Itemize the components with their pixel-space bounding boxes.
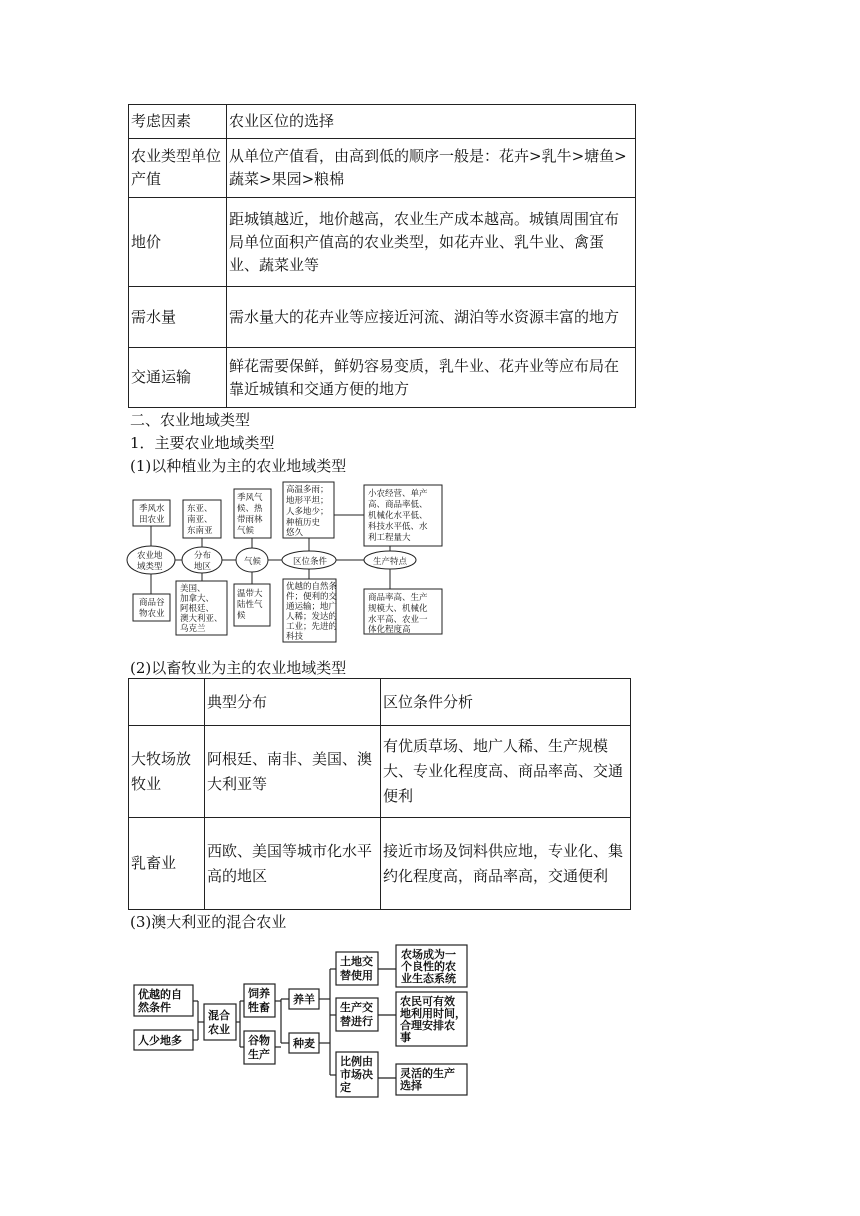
section-heading: 二、农业地域类型 bbox=[130, 411, 251, 429]
americas-box: 美国、加拿大、阿根廷、澳大利亚、乌克兰 bbox=[180, 584, 223, 634]
livestock-table bbox=[128, 678, 631, 910]
monsoon-climate-box: 季风气候、热带雨林气候 bbox=[237, 493, 263, 536]
oval-type: 农业地域类型 bbox=[137, 551, 163, 572]
oval-climate: 气候 bbox=[244, 557, 262, 567]
oval-region: 分布地区 bbox=[194, 551, 212, 572]
sub-heading: 1．主要农业地域类型 bbox=[130, 434, 275, 452]
rice-features-box: 小农经营、单产高、商品率低、机械化水平低、科技水平低、水利工程量大 bbox=[368, 489, 428, 543]
header-dist: 典型分布 bbox=[205, 679, 381, 726]
oval-features: 生产特点 bbox=[373, 557, 408, 567]
rotation-box: 土地交替使用 bbox=[340, 955, 373, 982]
mixed-farming-box: 混合农业 bbox=[208, 1009, 230, 1036]
row-factor: 农业类型单位产值 bbox=[129, 139, 227, 198]
row-desc: 从单位产值看，由高到低的顺序一般是：花卉>乳牛>塘鱼>蔬菜>果园>粮棉 bbox=[227, 139, 636, 198]
livestock-box: 饲养牲畜 bbox=[248, 987, 270, 1014]
grain-conditions-box: 优越的自然条件；便利的交通运输；地广人稀；发达的工业；先进的科技 bbox=[286, 582, 338, 642]
natural-conditions-box: 优越的自然条件 bbox=[138, 988, 182, 1014]
table-row bbox=[129, 818, 631, 910]
header-blank bbox=[129, 679, 205, 726]
row-factor: 需水量 bbox=[129, 287, 227, 348]
header-factor: 考虑因素 bbox=[129, 105, 227, 139]
row-desc: 需水量大的花卉业等应接近河流、湖泊等水资源丰富的地方 bbox=[227, 287, 636, 348]
flexible-box: 灵活的生产选择 bbox=[400, 1067, 455, 1092]
market-box: 比例由市场决定 bbox=[340, 1055, 373, 1094]
part-heading: (3)澳大利亚的混合农业 bbox=[130, 913, 287, 931]
commercial-grain-box: 商品谷物农业 bbox=[139, 598, 165, 619]
part-heading: (1)以种植业为主的农业地域类型 bbox=[130, 457, 347, 475]
table-row bbox=[129, 198, 636, 287]
oval-location: 区位条件 bbox=[293, 557, 328, 567]
grain-box: 谷物生产 bbox=[248, 1034, 270, 1061]
row-factor: 交通运输 bbox=[129, 348, 227, 408]
sparse-people-box: 人少地多 bbox=[138, 1034, 182, 1047]
time-use-box: 农民可有效地利用时间，合理安排农事 bbox=[400, 995, 466, 1044]
asia-box: 东亚、南亚、东南亚 bbox=[187, 504, 213, 536]
header-analysis: 区位条件分析 bbox=[381, 679, 631, 726]
table-row bbox=[129, 726, 631, 818]
row-dist: 阿根廷、南非、美国、澳大利亚等 bbox=[205, 726, 381, 818]
table-row bbox=[129, 348, 636, 408]
row-desc: 距城镇越近，地价越高，农业生产成本越高。城镇周围宜布局单位面积产值高的农业类型，如花卉业、乳牛业、禽蛋业、蔬菜业等 bbox=[227, 198, 636, 287]
alternate-box: 生产交替进行 bbox=[340, 1001, 373, 1028]
row-factor: 地价 bbox=[129, 198, 227, 287]
rice-conditions-box: 高温多雨；地形平坦；人多地少；种植历史悠久 bbox=[286, 485, 329, 538]
row-type: 乳畜业 bbox=[129, 818, 205, 910]
ecosystem-box: 农场成为一个良性的农业生态系统 bbox=[401, 948, 456, 985]
grain-features-box: 商品率高、生产规模大、机械化水平高、农业一体化程度高 bbox=[368, 593, 428, 635]
monsoon-rice-box: 季风水田农业 bbox=[139, 504, 165, 525]
row-type: 大牧场放牧业 bbox=[129, 726, 205, 818]
table-row bbox=[129, 139, 636, 198]
table-row bbox=[129, 287, 636, 348]
row-analysis: 接近市场及饲料供应地，专业化、集约化程度高，商品率高，交通便利 bbox=[381, 818, 631, 910]
crop-farming-diagram bbox=[128, 480, 458, 642]
row-dist: 西欧、美国等城市化水平高的地区 bbox=[205, 818, 381, 910]
wheat-box: 种麦 bbox=[293, 1037, 315, 1050]
header-choice: 农业区位的选择 bbox=[227, 105, 636, 139]
continental-climate-box: 温带大陆性气候 bbox=[237, 589, 263, 621]
sheep-box: 养羊 bbox=[293, 993, 315, 1006]
table-header-row bbox=[129, 105, 636, 139]
mixed-farming-diagram bbox=[128, 940, 473, 1100]
agri-location-table bbox=[128, 104, 636, 408]
row-analysis: 有优质草场、地广人稀、生产规模大、专业化程度高、商品率高、交通便利 bbox=[381, 726, 631, 818]
table-header-row bbox=[129, 679, 631, 726]
part-heading: (2)以畜牧业为主的农业地域类型 bbox=[130, 659, 347, 677]
row-desc: 鲜花需要保鲜，鲜奶容易变质，乳牛业、花卉业等应布局在靠近城镇和交通方便的地方 bbox=[227, 348, 636, 408]
